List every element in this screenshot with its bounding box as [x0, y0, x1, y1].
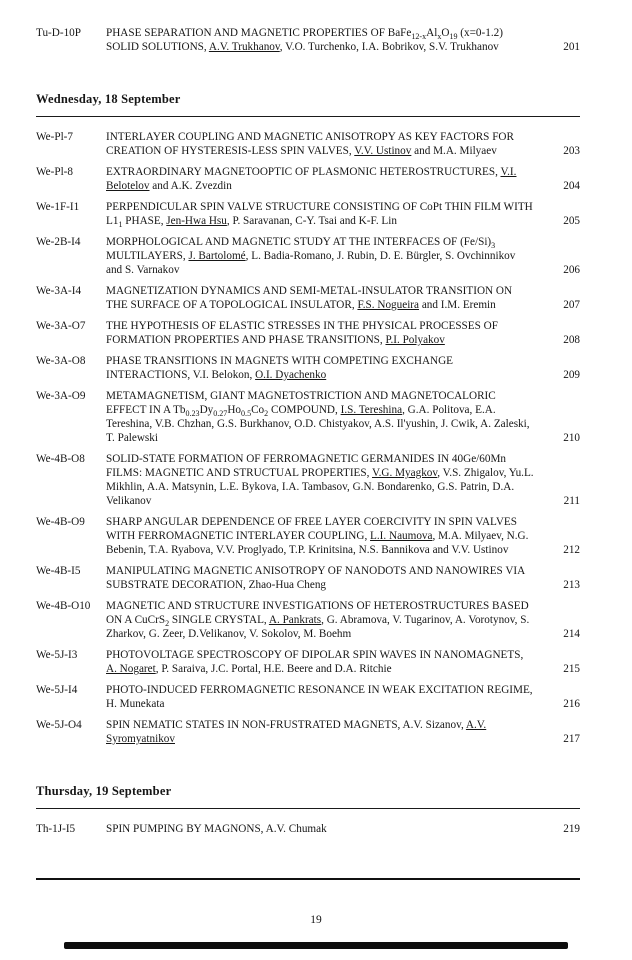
title-text: SPIN NEMATIC STATES IN NON-FRUSTRATED MAGNETS, A.V. Sizanov, [106, 719, 466, 731]
title-text: and A.K. Zvezdin [149, 180, 232, 192]
entry-page-number: 207 [563, 299, 580, 311]
entry-title [106, 648, 546, 676]
entry-title [106, 130, 546, 158]
entry-code: We-4B-I5 [36, 565, 81, 577]
entry-page-number: 205 [563, 215, 580, 227]
entry-code: We-3A-O8 [36, 355, 86, 367]
title-text: Co [251, 404, 265, 416]
title-text: , P. Saraiva, J.C. Portal, H.E. Beere and D.A. Ritchie [155, 663, 392, 675]
toc-entry [36, 319, 580, 347]
toc-entry [36, 165, 580, 193]
entry-title [106, 389, 546, 445]
presenting-author: V.I. Belotelov [106, 166, 517, 192]
presenting-author: A.V. Syromyatnikov [106, 719, 487, 745]
presenting-author: Jen-Hwa Hsu [166, 215, 227, 227]
entry-code: We-5J-O4 [36, 719, 82, 731]
entry-title [106, 200, 546, 228]
title-text: MANIPULATING MAGNETIC ANISOTROPY OF NANODOTS AND NANOWIRES VIA SUBSTRATE DECORATION, Zhao-Hua Cheng [106, 565, 525, 591]
toc-entry [36, 599, 580, 641]
entry-page-number: 210 [563, 432, 580, 444]
title-text: PHASE SEPARATION AND MAGNETIC PROPERTIES OF BaFe [106, 27, 412, 39]
subscript: 0.5 [241, 409, 252, 419]
entry-page-number: 203 [563, 145, 580, 157]
toc-entry [36, 718, 580, 746]
footer-rule [36, 878, 580, 880]
scan-edge-artifact [64, 942, 568, 949]
toc-entry [36, 515, 580, 557]
presenting-author: V.V. Ustinov [354, 145, 412, 157]
entry-code: We-5J-I4 [36, 684, 78, 696]
title-text: MAGNETIZATION DYNAMICS AND SEMI-METAL-INSULATOR TRANSITION ON THE SURFACE OF A TOPOLOGICAL INSULATOR, [106, 285, 513, 311]
title-text: Ho [227, 404, 242, 416]
presenting-author: A. Nogaret [106, 663, 156, 675]
entry-code: We-4B-O9 [36, 516, 85, 528]
entry-code: We-3A-O7 [36, 320, 86, 332]
title-text: MAGNETIC AND STRUCTURE INVESTIGATIONS OF HETEROSTRUCTURES BASED ON A CuCrS [106, 600, 529, 626]
title-text: MULTILAYERS, [106, 250, 189, 262]
entry-page-number: 219 [563, 823, 580, 835]
entry-code: Tu-D-10P [36, 27, 81, 39]
entry-title [106, 564, 546, 592]
entry-code: We-4B-O8 [36, 453, 85, 465]
entry-code: We-Pl-7 [36, 131, 74, 143]
title-text: MORPHOLOGICAL AND MAGNETIC STUDY AT THE INTERFACES OF (Fe/Si) [106, 236, 492, 248]
presenting-author: P.I. Polyakov [385, 334, 445, 346]
entry-page-number: 215 [563, 663, 580, 675]
title-text: , V.O. Turchenko, I.A. Bobrikov, S.V. Trukhanov [279, 41, 499, 53]
title-text: PHOTO-INDUCED FERROMAGNETIC RESONANCE IN WEAK EXCITATION REGIME, H. Munekata [106, 684, 533, 710]
entry-title [106, 452, 546, 508]
toc-entry [36, 452, 580, 508]
title-text: O [441, 27, 450, 39]
entry-code: We-4B-O10 [36, 600, 91, 612]
toc-entry [36, 822, 580, 836]
toc-entry [36, 200, 580, 228]
title-text: and I.M. Eremin [419, 299, 496, 311]
presenting-author: O.I. Dyachenko [255, 369, 327, 381]
subscript: 1 [118, 220, 123, 230]
section-divider-rule [36, 808, 580, 809]
subscript: 0.23 [185, 409, 200, 419]
title-text: EXTRAORDINARY MAGNETOOPTIC OF PLASMONIC HETEROSTRUCTURES, [106, 166, 501, 178]
subscript: 3 [491, 241, 496, 251]
entry-title [106, 718, 546, 746]
title-text: COMPOUND, [268, 404, 341, 416]
entry-title [106, 515, 546, 557]
presenting-author: F.S. Nogueira [357, 299, 420, 311]
presenting-author: A.V. Trukhanov [208, 41, 280, 53]
subscript: x [437, 32, 442, 42]
title-text: , G. Abramova, V. Tugarinov, A. Vorotynov, S. Zharkov, G. Zeer, D.Velikanov, V. Sokolov, M. Boehm [106, 614, 530, 640]
title-text: PERPENDICULAR SPIN VALVE STRUCTURE CONSISTING OF CoPt THIN FILM WITH L1 [106, 201, 533, 227]
section-heading: Thursday, 19 September [36, 784, 172, 798]
entry-title [106, 354, 546, 382]
entry-page-number: 208 [563, 334, 580, 346]
toc-entry [36, 26, 580, 54]
presenting-author: L.I. Naumova [370, 530, 433, 542]
title-text: SOLID-STATE FORMATION OF FERROMAGNETIC GERMANIDES IN 40Ge/60Mn FILMS: MAGNETIC AND STRUCTUAL PROPERTIES, [106, 453, 506, 479]
entry-code: We-3A-O9 [36, 390, 86, 402]
title-text: and M.A. Milyaev [411, 145, 497, 157]
title-text: METAMAGNETISM, GIANT MAGNETOSTRICTION AND MAGNETOCALORIC EFFECT IN A Tb [106, 390, 496, 416]
title-text: THE HYPOTHESIS OF ELASTIC STRESSES IN THE PHYSICAL PROCESSES OF FORMATION PROPERTIES AND PHASE TRANSITIONS, [106, 320, 498, 346]
title-text: PHOTOVOLTAGE SPECTROSCOPY OF DIPOLAR SPIN WAVES IN NANOMAGNETS, [106, 649, 524, 661]
title-text: , L. Badia-Romano, J. Rubin, D. E. Bürgler, S. Ovchinnikov and S. Varnakov [106, 250, 516, 276]
toc-entry [36, 354, 580, 382]
entry-title [106, 822, 546, 836]
entry-title [106, 284, 546, 312]
entry-code: We-3A-I4 [36, 285, 82, 297]
title-text: SINGLE CRYSTAL, [169, 614, 269, 626]
subscript: 2 [165, 619, 170, 629]
entry-title [106, 319, 546, 347]
toc-entry [36, 564, 580, 592]
title-text: , P. Saravanan, C-Y. Tsai and K-F. Lin [226, 215, 397, 227]
toc-entry [36, 648, 580, 676]
entry-title [106, 165, 546, 193]
entry-title [106, 599, 546, 641]
entry-title [106, 235, 546, 277]
title-text: PHASE, [122, 215, 167, 227]
entry-page-number: 212 [563, 544, 580, 556]
subscript: 12-x [411, 32, 427, 42]
subscript: 2 [264, 409, 269, 419]
title-text: INTERLAYER COUPLING AND MAGNETIC ANISOTROPY AS KEY FACTORS FOR CREATION OF HYSTERESIS-LESS SPIN VALVES, [106, 131, 514, 157]
entry-page-number: 217 [563, 733, 580, 745]
subscript: 19 [449, 32, 458, 42]
entry-page-number: 213 [563, 579, 580, 591]
toc-section [36, 26, 580, 54]
toc-entry [36, 284, 580, 312]
title-text: PHASE TRANSITIONS IN MAGNETS WITH COMPETING EXCHANGE INTERACTIONS, V.I. Belokon, [106, 355, 454, 381]
toc-entry [36, 683, 580, 711]
toc-entry [36, 130, 580, 158]
entry-page-number: 209 [563, 369, 580, 381]
entry-code: We-2B-I4 [36, 236, 81, 248]
toc-entry [36, 389, 580, 445]
title-text: , M.A. Milyaev, N.G. Bebenin, T.A. Ryabova, V.V. Proglyado, T.P. Krinitsina, N.S. Bannikova and V.V. Ustinov [106, 530, 529, 556]
entry-page-number: 216 [563, 698, 580, 710]
entry-title [106, 26, 546, 54]
entry-page-number: 211 [563, 495, 580, 507]
entry-code: We-Pl-8 [36, 166, 74, 178]
presenting-author: J. Bartolomé [188, 250, 246, 262]
toc-entry [36, 235, 580, 277]
page-number: 19 [310, 914, 322, 926]
presenting-author: A. Pankrats [268, 614, 322, 626]
toc-section [36, 784, 580, 836]
subscript: 0.27 [213, 409, 228, 419]
section-heading: Wednesday, 18 September [36, 92, 181, 106]
entry-page-number: 204 [563, 180, 580, 192]
section-divider-rule [36, 116, 580, 117]
title-text: Al [426, 27, 438, 39]
presenting-author: V.G. Myagkov [372, 467, 438, 479]
title-text: (x=0-1.2) SOLID SOLUTIONS, [106, 27, 503, 53]
title-text: SPIN PUMPING BY MAGNONS, A.V. Chumak [106, 823, 327, 835]
entry-page-number: 201 [563, 41, 580, 53]
entry-code: We-5J-I3 [36, 649, 78, 661]
entry-code: We-1F-I1 [36, 201, 80, 213]
title-text: , V.S. Zhigalov, Yu.L. Mikhlin, A.A. Matsynin, L.E. Bykova, I.A. Tambasov, G.N. Bondarenko, G.S. Patrin, D.A. Velikanov [106, 467, 534, 507]
title-text: , G.A. Politova, E.A. Tereshina, V.B. Chzhan, G.S. Burkhanov, O.D. Chistyakov, A.S. Il'yushin, J. Cwik, A. Zaleski, T. Palewski [106, 404, 530, 444]
entry-page-number: 214 [563, 628, 580, 640]
entry-code: Th-1J-I5 [36, 823, 76, 835]
title-text: SHARP ANGULAR DEPENDENCE OF FREE LAYER COERCIVITY IN SPIN VALVES WITH FERROMAGNETIC INTERLAYER COUPLING, [106, 516, 517, 542]
toc-section [36, 92, 580, 746]
title-text: Dy [199, 404, 214, 416]
presenting-author: I.S. Tereshina [340, 404, 403, 416]
entry-title [106, 683, 546, 711]
entry-page-number: 206 [563, 264, 580, 276]
